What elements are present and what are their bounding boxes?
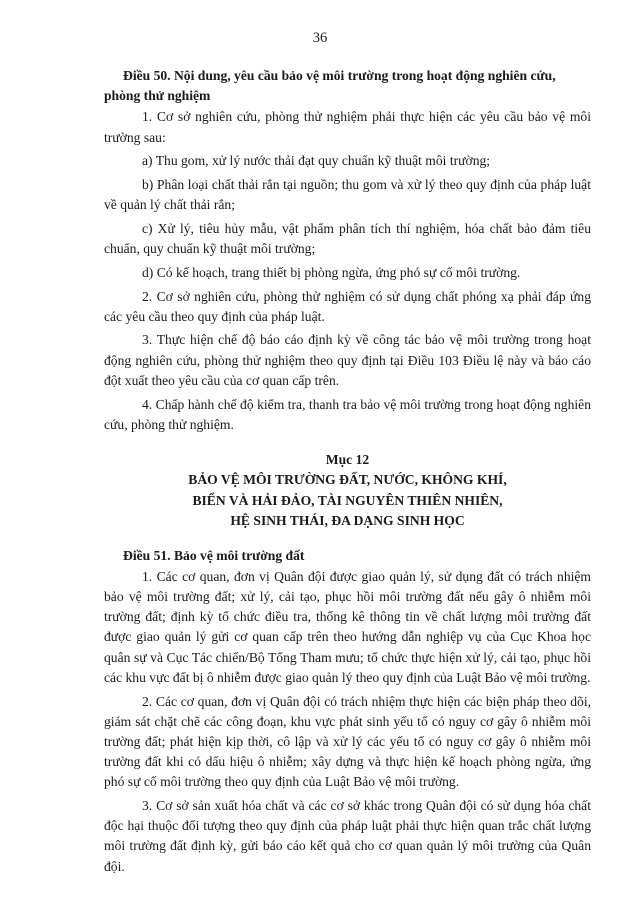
article-51 [104, 546, 591, 877]
article-50-paragraph: a) Thu gom, xử lý nước thải đạt quy chuẩn kỹ thuật môi trường; [142, 153, 491, 169]
page-content [104, 66, 591, 880]
article-51-title: Điều 51. Bảo vệ môi trường đất [123, 547, 305, 563]
section-title-line: BẢO VỆ MÔI TRƯỜNG ĐẤT, NƯỚC, KHÔNG KHÍ, [188, 472, 507, 488]
section-title-line: HỆ SINH THÁI, ĐA DẠNG SINH HỌC [230, 513, 465, 529]
article-50-paragraph: b) Phân loại chất thải rắn tại nguồn; thu gom và xử lý theo quy định của pháp luật về quản lý chất thải rắn; [104, 177, 591, 213]
article-51-paragraph: 2. Các cơ quan, đơn vị Quân đội có trách nhiệm thực hiện các biện pháp theo dõi, giám sát chặt chẽ các công đoạn, khu vực phát sinh yếu tố có nguy cơ gây ô nhiễm môi trường đất; phát hiện kịp thời, cô lập và xử lý các yếu tố có nguy cơ gây ô nhiễm môi trường đất khi có dấu hiệu ô nhiễm; xây dựng và thực hiện kế hoạch phòng ngừa, ứng phó sự cố môi trường theo quy định của Luật Bảo vệ môi trường. [104, 693, 591, 790]
article-51-paragraph: 3. Cơ sở sản xuất hóa chất và các cơ sở khác trong Quân đội có sử dụng hóa chất độc hại thuộc đối tượng theo quy định của pháp luật phải thực hiện quan trắc chất lượng môi trường đất định kỳ, gửi báo cáo kết quả cho cơ quan quản lý môi trường của Quân đội. [104, 798, 591, 874]
article-50-paragraph: 4. Chấp hành chế độ kiểm tra, thanh tra bảo vệ môi trường trong hoạt động nghiên cứu, phòng thử nghiệm. [104, 396, 591, 432]
article-50-paragraph: 2. Cơ sở nghiên cứu, phòng thử nghiệm có sử dụng chất phóng xạ phải đáp ứng các yêu cầu theo quy định của pháp luật. [104, 288, 591, 324]
article-50-paragraph: 1. Cơ sở nghiên cứu, phòng thử nghiệm phải thực hiện các yêu cầu bảo vệ môi trường sau: [104, 109, 591, 145]
article-51-paragraph: 1. Các cơ quan, đơn vị Quân đội được giao quản lý, sử dụng đất có trách nhiệm bảo vệ môi trường đất; xử lý, cải tạo, phục hồi môi trường đất nếu gây ô nhiễm môi trường đất; định kỳ tổ chức điều tra, thống kê thông tin về chất lượng môi trường đất được giao quản lý gửi cơ quan cấp trên theo hướng dẫn nghiệp vụ của Cục Khoa học quân sự và Cục Tác chiến/Bộ Tổng Tham mưu; tổ chức thực hiện xử lý, cải tạo, phục hồi các khu vực đất bị ô nhiễm được giao quản lý theo quy định của Luật Bảo vệ môi trường. [104, 568, 591, 685]
article-50-paragraph: c) Xử lý, tiêu hủy mẫu, vật phẩm phân tích thí nghiệm, hóa chất bảo đảm tiêu chuẩn, quy chuẩn kỹ thuật môi trường; [104, 220, 591, 257]
article-50 [104, 66, 591, 435]
article-50-paragraph: d) Có kế hoạch, trang thiết bị phòng ngừa, ứng phó sự cố môi trường. [142, 264, 521, 280]
article-50-paragraph: 3. Thực hiện chế độ báo cáo định kỳ về công tác bảo vệ môi trường trong hoạt động nghiên cứu, phòng thử nghiệm theo quy định tại Điều 103 Điều lệ này và báo cáo đột xuất theo yêu cầu của cơ quan cấp trên. [104, 332, 591, 388]
section-12-heading [104, 450, 591, 532]
section-label: Mục 12 [325, 451, 370, 467]
article-50-title: Điều 50. Nội dung, yêu cầu bảo vệ môi trường trong hoạt động nghiên cứu, phòng thử nghiệm [104, 68, 556, 104]
section-title-line: BIỂN VÀ HẢI ĐẢO, TÀI NGUYÊN THIÊN NHIÊN, [192, 492, 503, 508]
page-number: 36 [312, 30, 328, 46]
